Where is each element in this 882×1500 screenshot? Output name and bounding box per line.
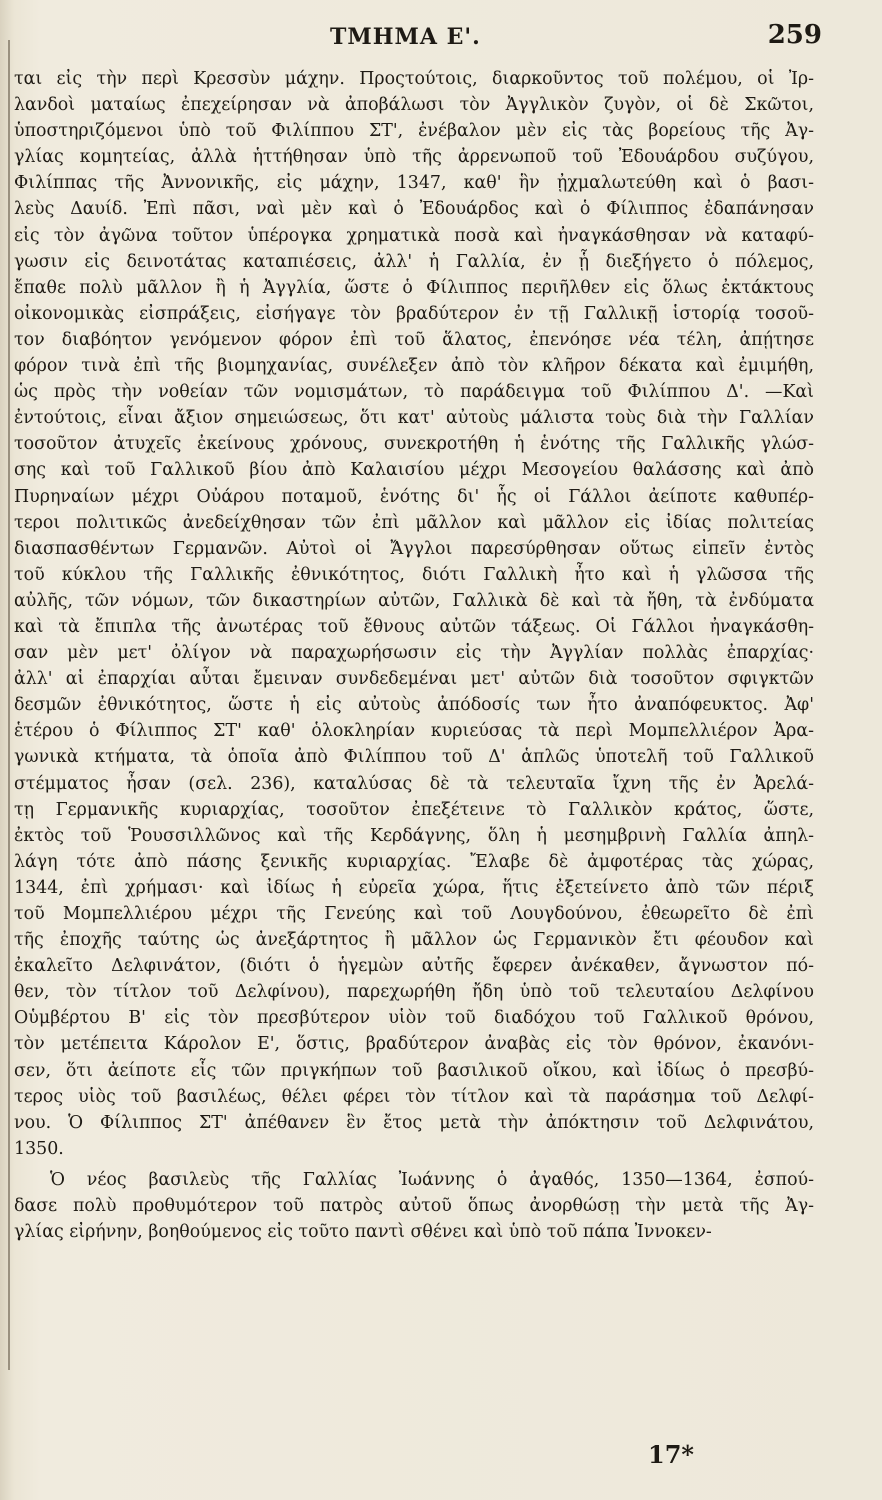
text-line: τοῦ κύκλου τῆς Γαλλικῆς ἐθνικότητος, διότι Γαλλικὴ ἦτο καὶ ἡ γλῶσσα τῆς — [14, 564, 814, 585]
text-line: τερος υἱὸς τοῦ βασιλέως, θέλει φέρει τὸν τίτλον καὶ τὰ παράσημα τοῦ Δελφί- — [14, 1086, 814, 1107]
text-line: ἐκαλεῖτο Δελφινάτον, (διότι ὁ ἡγεμὼν αὐτῆς ἔφερεν ἀνέκαθεν, ἄγνωστον πό- — [14, 956, 814, 977]
text-line: Πυρηναίων μέχρι Οὐάρου ποταμοῦ, ἑνότης δι' ἧς οἱ Γάλλοι ἀείποτε καθυπέρ- — [14, 486, 814, 507]
text-line: ται εἰς τὴν περὶ Κρεσσὺν μάχην. Προςτούτοις, διαρκοῦντος τοῦ πολέμου, οἱ Ἰρ- — [14, 69, 814, 89]
text-line: τον διαβόητον γενόμενον φόρον ἐπὶ τοῦ ἅλατος, ἐπενόησε νέα τέλη, ἀπῄτησε — [14, 329, 814, 350]
text-line: Φιλίππας τῆς Ἀννονικῆς, εἰς μάχην, 1347, καθ' ἣν ᾐχμαλωτεύθη καὶ ὁ βασι- — [14, 173, 814, 194]
text-line: λανδοὶ ματαίως ἐπεχείρησαν νὰ ἀποβάλωσι τὸν Ἀγγλικὸν ζυγὸν, οἱ δὲ Σκῶτοι, — [14, 95, 814, 116]
text-line: λεὺς Δαυίδ. Ἐπὶ πᾶσι, ναὶ μὲν καὶ ὁ Ἐδουάρδος καὶ ὁ Φίλιππος ἐδαπάνησαν — [14, 199, 814, 220]
text-line: σης καὶ τοῦ Γαλλικοῦ βίου ἀπὸ Καλαισίου μέχρι Μεσογείου θαλάσσης καὶ ἀπὸ — [14, 460, 814, 481]
text-line: νου. Ὁ Φίλιππος ΣΤ' ἀπέθανεν ἓν ἔτος μετὰ τὴν ἀπόκτησιν τοῦ Δελφινάτου, — [14, 1112, 814, 1133]
text-line: στέμματος ἦσαν (σελ. 236), καταλύσας δὲ τὰ τελευταῖα ἴχνη τῆς ἐν Ἀρελά- — [14, 773, 814, 794]
text-line: δεσμῶν ἐθνικότητος, ὥστε ἡ εἰς αὐτοὺς ἀπόδοσίς των ἦτο ἀναπόφευκτος. Ἀφ' — [14, 695, 814, 716]
text-line: θεν, τὸν τίτλον τοῦ Δελφίνου), παρεχωρήθη ἤδη ὑπὸ τοῦ τελευταίου Δελφίνου — [14, 982, 814, 1003]
text-line: ἐκτὸς τοῦ Ῥουσσιλλῶνος καὶ τῆς Κερδάγνης, ὅλη ἡ μεσημβρινὴ Γαλλία ἀπηλ- — [14, 825, 814, 846]
text-line: λάγη τότε ἀπὸ πάσης ξενικῆς κυριαρχίας. Ἔλαβε δὲ ἀμφοτέρας τὰς χώρας, — [14, 851, 814, 872]
text-line: 1344, ἐπὶ χρήμασι· καὶ ἰδίως ἡ εὐρεῖα χώρα, ἥτις ἐξετείνετο ἀπὸ τῶν πέριξ — [14, 877, 814, 898]
text-line: διασπασθέντων Γερμανῶν. Αὐτοὶ οἱ Ἄγγλοι παρεσύρθησαν οὕτως εἰπεῖν ἐντὸς — [14, 538, 814, 559]
body-text — [14, 66, 814, 1245]
text-line: γλίας εἰρήνην, βοηθούμενος εἰς τοῦτο παντὶ σθένει καὶ ὑπὸ τοῦ πάπα Ἰννοκεν- — [14, 1222, 712, 1243]
text-line: Οὑμβέρτου Β' εἰς τὸν πρεσβύτερον υἱὸν τοῦ διαδόχου τοῦ Γαλλικοῦ θρόνου, — [14, 1008, 814, 1029]
binding-edge — [8, 40, 10, 1370]
text-line: τῆς ἐποχῆς ταύτης ὡς ἀνεξάρτητος ἢ μᾶλλον ὡς Γερμανικὸν ἔτι φέουδον καὶ — [14, 930, 814, 951]
page-header — [0, 18, 882, 58]
text-line: γλίας κομητείας, ἀλλὰ ἡττήθησαν ὑπὸ τῆς ἀρρενωποῦ τοῦ Ἐδουάρδου συζύγου, — [14, 147, 814, 168]
text-line: τεροι πολιτικῶς ἀνεδείχθησαν τῶν ἐπὶ μᾶλλον καὶ μᾶλλον εἰς ἰδίας πολιτείας — [14, 512, 814, 533]
text-line: σαν μὲν μετ' ὀλίγον νὰ παραχωρήσωσιν εἰς τὴν Ἀγγλίαν πολλὰς ἐπαρχίας· — [14, 643, 814, 664]
text-line: γωσιν εἰς δεινοτάτας καταπιέσεις, ἀλλ' ἡ Γαλλία, ἐν ᾗ διεξήγετο ὁ πόλεμος, — [14, 251, 814, 272]
text-line: ἑτέρου ὁ Φίλιππος ΣΤ' καθ' ὁλοκληρίαν κυριεύσας τὰ περὶ Μομπελλιέρον Ἀρα- — [14, 721, 814, 742]
text-line: ἀλλ' αἱ ἐπαρχίαι αὗται ἔμειναν συνδεδεμέναι μετ' αὐτῶν διὰ τοσοῦτον σφιγκτῶν — [14, 669, 814, 690]
text-line: τοσοῦτον ἀτυχεῖς ἐκείνους χρόνους, συνεκροτήθη ἡ ἑνότης τῆς Γαλλικῆς γλώσ- — [14, 434, 814, 455]
paragraph — [14, 1167, 814, 1245]
running-head: ΤΜΗΜΑ Ε'. — [330, 24, 481, 50]
text-line: αὐλῆς, τῶν νόμων, τῶν δικαστηρίων αὐτῶν, Γαλλικὰ δὲ καὶ τὰ ἤθη, τὰ ἐνδύματα — [14, 590, 814, 611]
text-line: οἰκονομικὰς εἰσπράξεις, εἰσήγαγε τὸν βραδύτερον ἐν τῇ Γαλλικῇ ἱστορίᾳ τοσοῦ- — [14, 303, 814, 324]
text-line: ὑποστηριζόμενοι ὑπὸ τοῦ Φιλίππου ΣΤ', ἐνέβαλον μὲν εἰς τὰς βορείους τῆς Ἀγ- — [14, 121, 814, 142]
text-line: γωνικὰ κτήματα, τὰ ὁποῖα ἀπὸ Φιλίππου τοῦ Δ' ἁπλῶς ὑποτελῆ τοῦ Γαλλικοῦ — [14, 747, 814, 768]
text-line: φόρον τινὰ ἐπὶ τῆς βιομηχανίας, συνέλεξεν ἀπὸ τὸν κλῆρον δέκατα καὶ ἐμιμήθη, — [14, 356, 814, 377]
text-line: τὸν μετέπειτα Κάρολον Ε', ὅστις, βραδύτερον ἀναβὰς εἰς τὸν θρόνον, ἐκανόνι- — [14, 1034, 814, 1055]
text-line: ὡς πρὸς τὴν νοθείαν τῶν νομισμάτων, τὸ παράδειγμα τοῦ Φιλίππου Δ'. —Καὶ — [14, 382, 814, 403]
text-line: τοῦ Μομπελλιέρου μέχρι τῆς Γενεύης καὶ τοῦ Λουγδούνου, ἐθεωρεῖτο δὲ ἐπὶ — [14, 904, 814, 924]
text-line: σεν, ὅτι ἀείποτε εἷς τῶν πριγκήπων τοῦ βασιλικοῦ οἴκου, καὶ ἰδίως ὁ πρεσβύ- — [14, 1060, 814, 1081]
text-line: τῃ Γερμανικῆς κυριαρχίας, τοσοῦτον ἐπεξέτεινε τὸ Γαλλικὸν κράτος, ὥστε, — [14, 799, 814, 820]
text-line: εἰς τὸν ἀγῶνα τοῦτον ὑπέρογκα χρηματικὰ ποσὰ καὶ ἠναγκάσθησαν νὰ καταφύ- — [14, 225, 814, 246]
text-line: ἔπαθε πολὺ μᾶλλον ἢ ἡ Ἀγγλία, ὥστε ὁ Φίλιππος περιῆλθεν εἰς ὅλως ἐκτάκτους — [14, 277, 814, 298]
signature-mark: 17* — [648, 1440, 694, 1469]
text-line: ἐντούτοις, εἶναι ἄξιον σημειώσεως, ὅτι κατ' αὐτοὺς μάλιστα τοὺς διὰ τὴν Γαλλίαν — [14, 408, 814, 429]
text-line: καὶ τὰ ἔπιπλα τῆς ἀνωτέρας τοῦ ἔθνους αὐτῶν τάξεως. Οἱ Γάλλοι ἠναγκάσθη- — [14, 616, 814, 637]
page-number: 259 — [767, 20, 822, 50]
text-line: δασε πολὺ προθυμότερον τοῦ πατρὸς αὐτοῦ ὅπως ἀνορθώσῃ τὴν μετὰ τῆς Ἀγ- — [14, 1196, 814, 1217]
paragraph — [14, 66, 814, 1162]
text-line: Ὁ νέος βασιλεὺς τῆς Γαλλίας Ἰωάννης ὁ ἀγαθός, 1350—1364, ἐσπού- — [50, 1169, 814, 1190]
text-line: 1350. — [14, 1138, 64, 1159]
